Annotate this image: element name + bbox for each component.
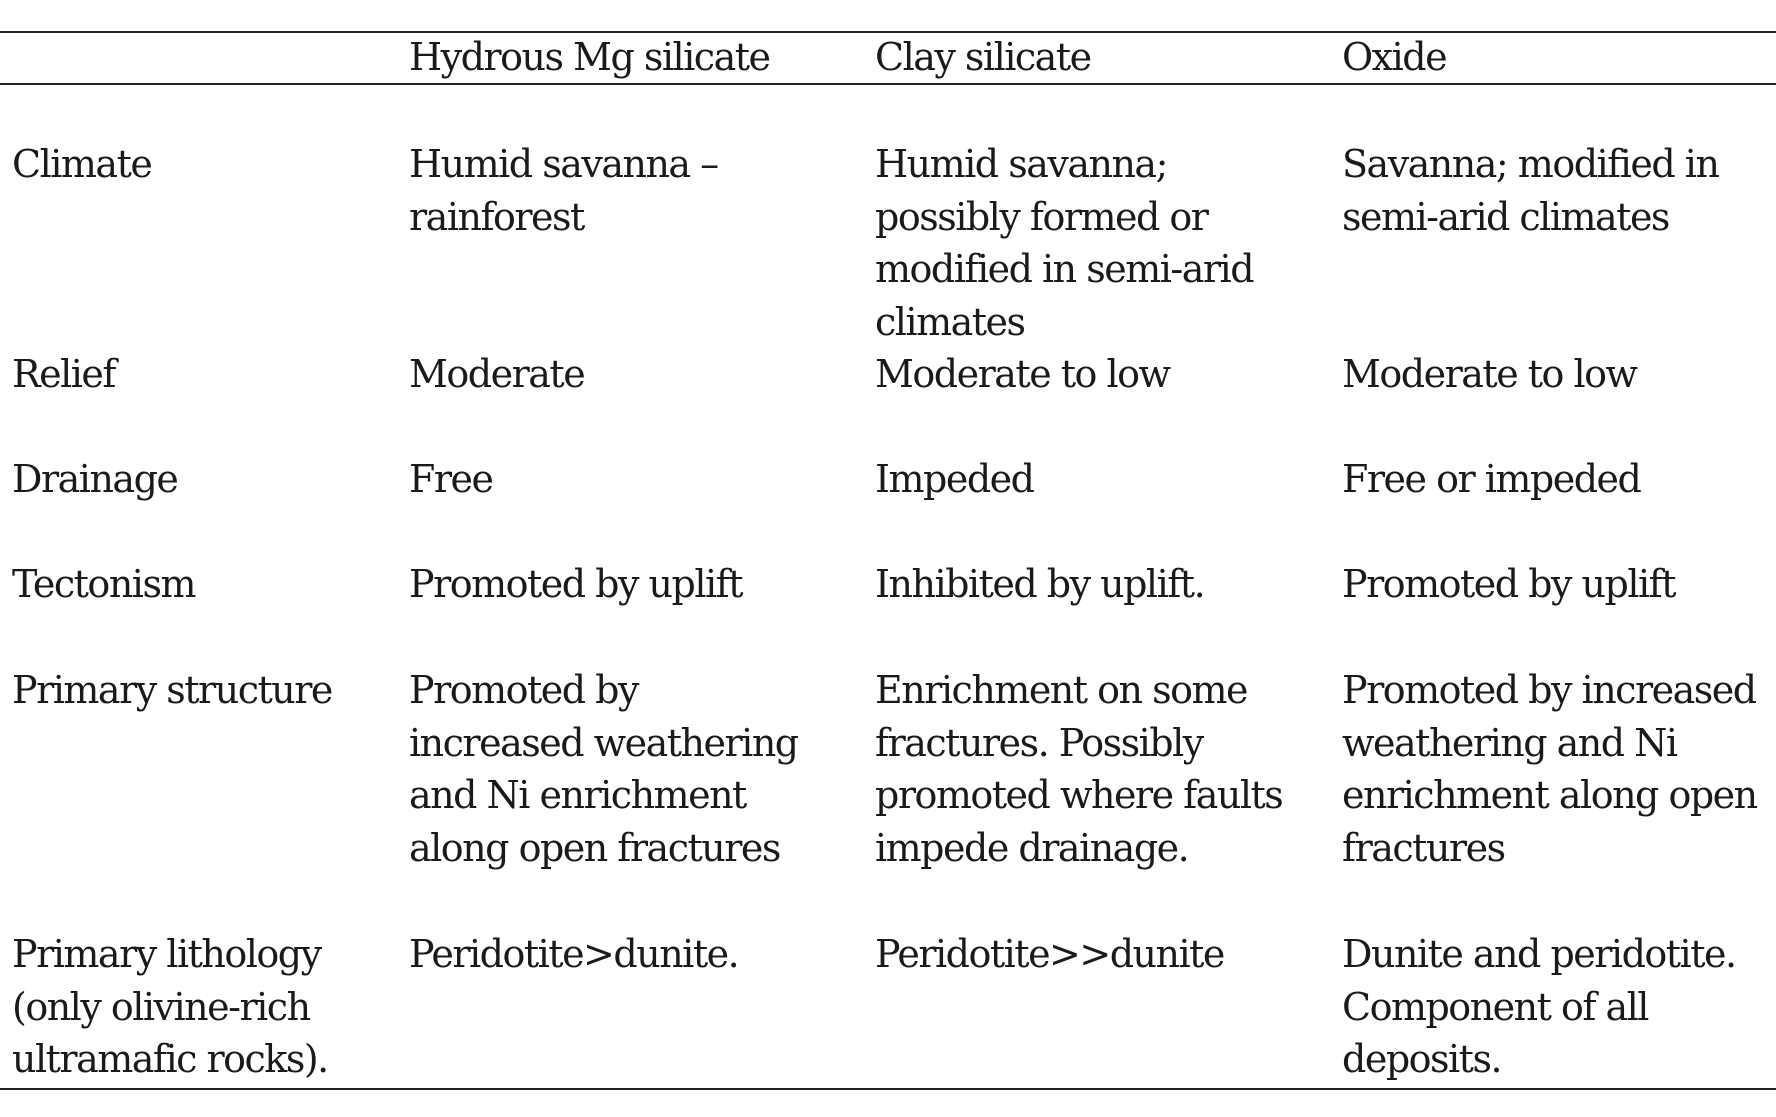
- row-label-drainage: Drainage: [12, 457, 178, 501]
- cell-climate-hydrous: Humid savanna – rainforest: [409, 142, 718, 239]
- header-hydrous-mg-silicate: Hydrous Mg silicate: [409, 35, 770, 79]
- cell-lithology-hydrous: Peridotite>dunite.: [409, 932, 739, 976]
- cell-lithology-clay: Peridotite>>dunite: [875, 932, 1224, 976]
- cell-tectonism-hydrous: Promoted by uplift: [409, 562, 742, 606]
- cell-tectonism-clay: Inhibited by uplift.: [875, 562, 1205, 606]
- cell-tectonism-oxide: Promoted by uplift: [1342, 562, 1675, 606]
- cell-climate-clay: Humid savanna; possibly formed or modified in semi-arid climates: [875, 142, 1254, 344]
- cell-relief-clay: Moderate to low: [875, 352, 1170, 396]
- cell-drainage-clay: Impeded: [875, 457, 1034, 501]
- row-label-primary-lithology: Primary lithology (only olivine-rich ultramafic rocks).: [12, 932, 328, 1081]
- row-label-climate: Climate: [12, 142, 152, 186]
- cell-relief-oxide: Moderate to low: [1342, 352, 1637, 396]
- cell-drainage-oxide: Free or impeded: [1342, 457, 1641, 501]
- table-bottom-rule: [0, 1088, 1776, 1090]
- row-label-relief: Relief: [12, 352, 115, 396]
- cell-relief-hydrous: Moderate: [409, 352, 585, 396]
- row-label-primary-structure: Primary structure: [12, 668, 332, 712]
- cell-structure-clay: Enrichment on some fractures. Possibly promoted where faults impede drainage.: [875, 668, 1283, 870]
- header-oxide: Oxide: [1342, 35, 1447, 79]
- cell-structure-hydrous: Promoted by increased weathering and Ni enrichment along open fractures: [409, 668, 798, 870]
- cell-structure-oxide: Promoted by increased weathering and Ni enrichment along open fractures: [1342, 668, 1757, 870]
- cell-lithology-oxide: Dunite and peridotite. Component of all deposits.: [1342, 932, 1736, 1081]
- cell-drainage-hydrous: Free: [409, 457, 493, 501]
- header-clay-silicate: Clay silicate: [875, 35, 1091, 79]
- cell-climate-oxide: Savanna; modified in semi-arid climates: [1342, 142, 1719, 239]
- row-label-tectonism: Tectonism: [12, 562, 195, 606]
